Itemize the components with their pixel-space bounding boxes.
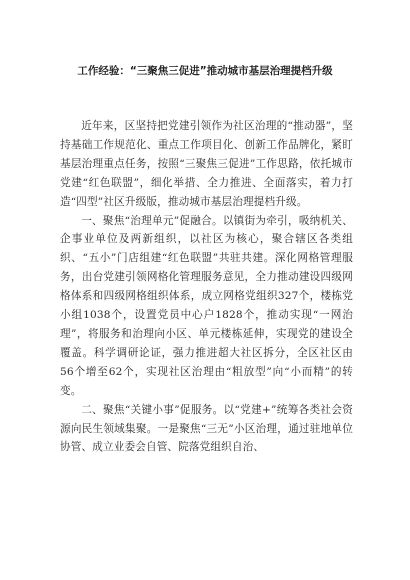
document-title: 工作经验：“三聚焦三促进”推动城市基层治理提档升级 [77, 65, 333, 77]
section-two-paragraph: 二、聚焦“关键小事”促服务。以“党建+”统筹各类社会资源向民生领域集聚。一是聚焦“三无”小区治理，通过驻地单位协管、成立业委会自管、院落党组织自治、 [60, 403, 353, 454]
section-one-paragraph: 一、聚焦“治理单元”促融合。以镇街为牵引，吸纳机关、企事业单位及两新组织，以社区为核心，聚合辖区各类组织、“五小”门店组建“红色联盟”共驻共建。深化网格管理服务，出台党建引领网格化管理服务意见，全力推动建设四级网格体系和四级网格组织体系，成立网格党组织327个，楼栋党小组1038个，设置党员中心户1828个，推动实现“一网治理”，将服务和治理向小区、单元楼栋延伸，实现党的建设全覆盖。科学调研论证，强力推进超大社区拆分，全区社区由56个增至62个，实现社区治理由“粗放型”向“小而精”的转变。 [60, 214, 353, 397]
intro-paragraph: 近年来，区坚持把党建引领作为社区治理的“推动器”，坚持基础工作规范化、重点工作项目化、创新工作品牌化，紧盯基层治理重点任务，按照“三聚焦三促进”工作思路，依托城市党建“红色联盟”，细化举措、全力推进、全面落实，着力打造“四型”社区升级版，推动城市基层治理提档升级。 [60, 120, 353, 208]
document-body [60, 117, 353, 457]
